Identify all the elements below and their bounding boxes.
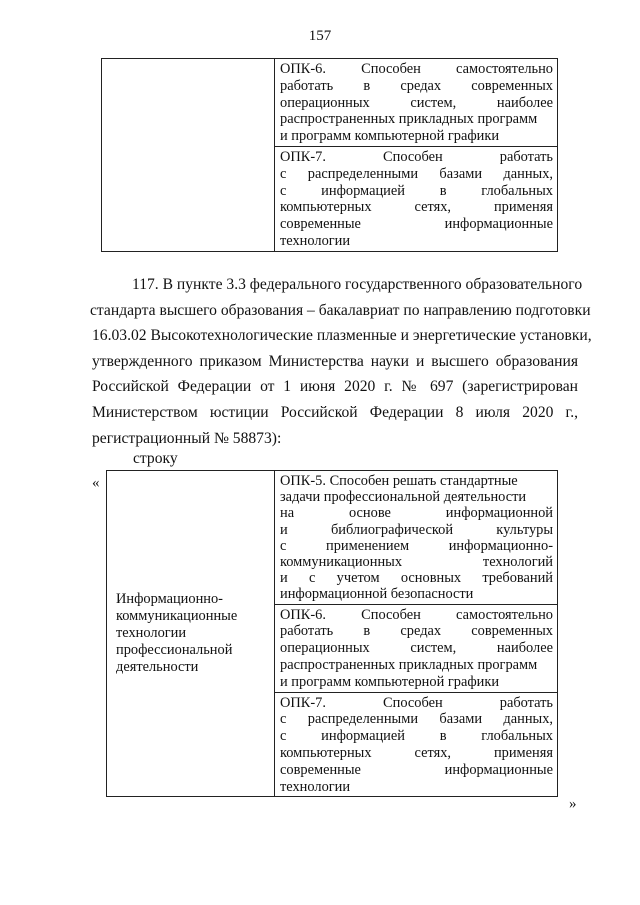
cell-line: ОПК-5. Способен решать стандартные (280, 473, 518, 489)
cell-line: на основе информационной (280, 505, 553, 522)
page-number: 157 (308, 28, 332, 44)
cell-line: задачи профессиональной деятельности (280, 489, 527, 506)
cell-line: распространенных прикладных программ (280, 657, 538, 674)
cell-line: технологии (280, 778, 351, 795)
paragraph-line-3: 16.03.02 Высокотехнологические плазменные и энергетические установки, (92, 327, 592, 345)
cell-line: с распределенными базами данных, (280, 165, 553, 182)
cell-line: коммуникационные (116, 608, 238, 625)
cell-line: операционных систем, наиболее (280, 94, 553, 111)
cell-line: компьютерных сетях, применяя (280, 745, 553, 761)
top-table-empty-cell (102, 59, 275, 252)
opk6-text-bottom (275, 605, 557, 692)
cell-line: технологии (280, 232, 351, 249)
close-quote: » (569, 796, 577, 812)
cell-line: Информационно- (116, 591, 223, 608)
cell-line: ОПК-6. Способен самостоятельно (280, 606, 553, 623)
top-table-opk7-cell (275, 146, 558, 251)
bottom-table-opk6-cell (275, 604, 558, 692)
paragraph-117 (90, 272, 592, 451)
cell-line: с информацией в глобальных (280, 728, 553, 745)
cell-line: современные информационные (280, 761, 553, 778)
cell-line: информационной безопасности (280, 586, 474, 603)
opk6-text (275, 59, 557, 146)
paragraph-line-1: 117. В пункте 3.3 федерального государственного образовательного (132, 276, 583, 293)
cell-line: и программ компьютерной графики (280, 128, 500, 145)
paragraph-line-2: стандарта высшего образования – бакалавриат по направлению подготовки (90, 301, 591, 319)
cell-line: и с учетом основных требований (280, 570, 553, 587)
cell-line: с распределенными базами данных, (280, 711, 553, 728)
competency-category-text (107, 591, 274, 676)
cell-line: современные информационные (280, 216, 553, 233)
cell-line: коммуникационных технологий (280, 554, 553, 571)
cell-line: работать в средах современных (280, 623, 553, 640)
cell-line: компьютерных сетях, применяя (280, 199, 553, 216)
opk7-text-bottom (275, 693, 557, 797)
opk5-text (275, 471, 557, 604)
cell-line: деятельности (116, 659, 199, 676)
cell-line: ОПК-7. Способен работать (280, 148, 553, 165)
cell-line: с применением информационно- (280, 537, 553, 554)
bottom-table-opk5-cell (275, 471, 558, 605)
paragraph-line-7: регистрационный № 58873): (92, 429, 282, 447)
cell-line: распространенных прикладных программ (280, 111, 538, 128)
cell-line: с информацией в глобальных (280, 182, 553, 199)
cell-line: и библиографической культуры (280, 521, 553, 538)
top-table-opk6-cell (275, 59, 558, 147)
paragraph-line-4: утвержденного приказом Министерства науки и высшего образования (92, 352, 578, 370)
cell-line: ОПК-6. Способен самостоятельно (280, 61, 553, 77)
bottom-table-opk7-cell (275, 692, 558, 797)
stroku-label: строку (133, 450, 178, 467)
bottom-table-left-cell (107, 471, 275, 797)
cell-line: ОПК-7. Способен работать (280, 694, 553, 711)
top-competency-table (101, 58, 558, 252)
cell-line: технологии (116, 625, 187, 642)
bottom-competency-table (106, 470, 558, 797)
cell-line: операционных систем, наиболее (280, 640, 553, 657)
opk7-text (275, 147, 557, 251)
cell-line: и программ компьютерной графики (280, 673, 500, 690)
open-quote: « (92, 475, 100, 491)
cell-line: профессиональной (116, 642, 233, 659)
paragraph-line-5: Российской Федерации от 1 июня 2020 г. № 697 (зарегистрирован (92, 378, 578, 396)
cell-line: работать в средах современных (280, 77, 553, 94)
paragraph-line-6: Министерством юстиции Российской Федерации 8 июля 2020 г., (92, 403, 578, 421)
